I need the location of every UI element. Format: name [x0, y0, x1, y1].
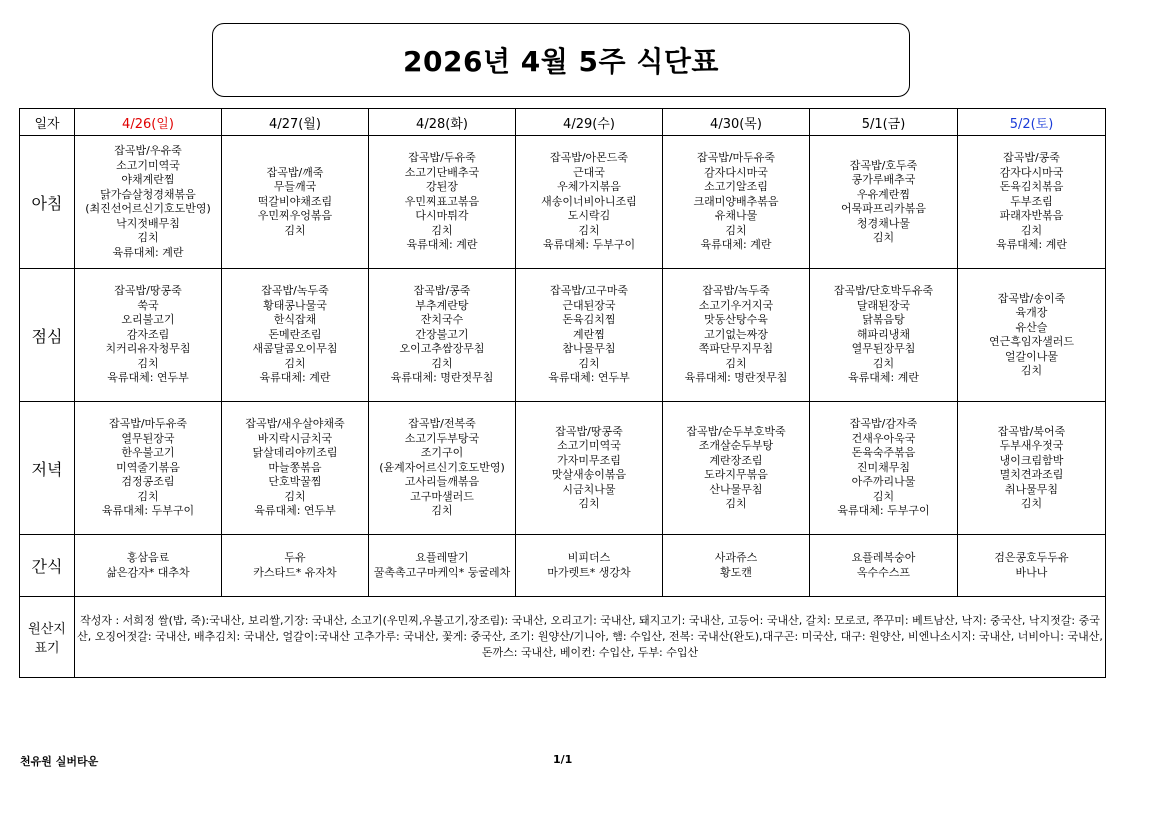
menu-item: 우체가지볶음	[557, 180, 621, 194]
menu-item: 소고기미역국	[116, 158, 180, 172]
menu-item: 김치	[1020, 497, 1043, 510]
menu-item: 우민찌표고볶음	[404, 194, 480, 208]
menu-item: 감자조림	[126, 327, 170, 341]
menu-cell	[810, 535, 958, 597]
menu-item: 잔치국수	[420, 313, 464, 327]
menu-item: 김치	[725, 356, 747, 370]
menu-item: 황도캔	[720, 565, 752, 579]
menu-item: 치커리유자청무침	[105, 342, 191, 356]
menu-item: 김치	[431, 356, 453, 370]
menu-item: 조개살순두부탕	[698, 439, 774, 452]
menu-item: 검은콩호두두유	[994, 551, 1069, 564]
menu-item: 비피더스	[567, 551, 611, 564]
menu-item: 김치	[431, 504, 453, 518]
date-header: 5/1(금)	[810, 109, 958, 136]
meal-plan-table	[19, 108, 1106, 678]
menu-item: 잡곡밥/마두유죽	[108, 417, 188, 431]
menu-cell	[810, 136, 958, 269]
menu-item: (최진선어르신기호도반영)	[85, 202, 211, 215]
menu-item: 육류대체: 연두부	[107, 371, 189, 385]
menu-item: 진미채무침	[856, 460, 911, 474]
menu-item: 근대국	[573, 165, 605, 179]
menu-item: 잡곡밥/전복죽	[408, 417, 476, 431]
menu-item: 바나나	[1015, 565, 1048, 579]
menu-item: 돈육김치볶음	[999, 180, 1064, 194]
menu-item: 잡곡밥/땅콩죽	[555, 424, 623, 438]
menu-item: 황태콩나물국	[263, 298, 327, 312]
menu-item: 돈육김치찜	[562, 313, 616, 327]
menu-item: 감자다시마국	[999, 165, 1064, 179]
menu-item: 연근흑임자샐러드	[988, 335, 1074, 348]
breakfast-row	[20, 136, 1106, 269]
menu-item: 소고기우거지국	[698, 298, 774, 312]
menu-item: 홍삼음료	[126, 551, 170, 564]
menu-item: 닭가슴살청경채볶음	[100, 187, 196, 201]
menu-item: 크래미양배추볶음	[693, 194, 779, 208]
dinner-row	[20, 402, 1106, 535]
menu-cell	[810, 402, 958, 535]
menu-item: 카스타드* 유자차	[253, 565, 337, 579]
menu-item: 김치	[1020, 364, 1043, 377]
menu-item: 콩가루배추국	[851, 173, 916, 186]
menu-cell	[516, 136, 663, 269]
menu-item: (윤계자어르신기호도반영)	[379, 460, 505, 474]
menu-item: 김치	[284, 356, 306, 370]
menu-item: 열무된장국	[121, 431, 175, 445]
menu-item: 청경채나물	[856, 216, 911, 230]
menu-item: 잡곡밥/깨죽	[266, 165, 324, 179]
menu-cell	[75, 269, 222, 402]
origin-text: 작성자 : 서희정 쌀(밥, 죽):국내산, 보리쌀,기장: 국내산, 소고기(우민찌,우불고기,장조림): 국내산, 오리고기: 국내산, 돼지고기: 국내산, 고등어: 국내산, 갈치: 모로코, 쭈꾸미: 베트남산, 낙지: 중국산, 낙지젓갈: 중국산, 오징어젓갈: 국내산, 배추김치: 국내산, 얼갈이:국내산 고추가루: 국내산, 꽃게: 중국산, 조기: 원양산/기니아, 햄: 수입산, 전복: 국내산(완도),대구곤: 미국산, 대구: 원양산, 비엔나소시지: 국내산, 너비아니: 국내산, 돈까스: 국내산, 베이컨: 수입산, 두부: 수입산	[75, 597, 1106, 678]
menu-item: 잡곡밥/땅콩죽	[114, 284, 182, 298]
menu-item: 얼갈이나물	[1004, 349, 1059, 363]
menu-item: 김치	[725, 223, 747, 237]
menu-item: 무들깨국	[273, 180, 317, 194]
menu-item: 육류대체: 계란	[996, 238, 1067, 252]
menu-item: 소고기두부탕국	[404, 431, 480, 445]
menu-item: 잡곡밥/우유죽	[114, 144, 182, 157]
menu-item: 잡곡밥/녹두죽	[261, 284, 329, 298]
menu-item: 맛살새송이볶음	[551, 468, 627, 481]
menu-item: 유산슬	[1015, 320, 1048, 334]
menu-cell	[516, 402, 663, 535]
footer-organization: 천유원 실버타운	[20, 755, 99, 768]
menu-item: 새콤달콤오이무침	[252, 342, 338, 356]
menu-item: 닭볶음탕	[862, 313, 905, 327]
menu-item: 김치	[284, 489, 306, 503]
meal-label: 저녁	[20, 402, 75, 535]
date-header-row	[20, 109, 1106, 136]
menu-cell	[75, 402, 222, 535]
menu-item: 잡곡밥/마두유죽	[696, 151, 776, 165]
menu-item: 잡곡밥/녹두죽	[702, 284, 770, 298]
menu-item: 열무된장무침	[851, 342, 916, 356]
menu-cell	[369, 402, 516, 535]
menu-item: 취나물무침	[1004, 482, 1059, 496]
menu-item: 사과쥬스	[714, 551, 758, 564]
menu-item: 소고기알조림	[704, 180, 768, 194]
menu-cell	[516, 269, 663, 402]
menu-item: 김치	[1020, 223, 1043, 237]
menu-item: 요플레딸기	[415, 551, 469, 564]
origin-row	[20, 597, 1106, 678]
menu-item: 냉이크림함박	[999, 453, 1064, 467]
menu-item: 고사리들깨볶음	[404, 475, 480, 489]
menu-cell	[663, 535, 810, 597]
menu-item: 단호박꿀찜	[268, 475, 322, 489]
menu-item: 김치	[872, 489, 895, 503]
menu-item: 가자미무조림	[557, 453, 621, 467]
menu-item: 잡곡밥/호두죽	[849, 158, 918, 172]
date-header: 4/27(월)	[222, 109, 369, 136]
meal-label: 간식	[20, 535, 75, 597]
menu-item: 소고기미역국	[557, 439, 621, 452]
menu-item: 조기구이	[420, 446, 464, 460]
menu-cell	[222, 269, 369, 402]
menu-item: 도시락김	[567, 209, 611, 223]
menu-item: 감자다시마국	[704, 165, 768, 179]
menu-item: 새송이너비아니조림	[541, 194, 637, 208]
menu-item: 김치	[137, 489, 159, 503]
menu-item: 한우불고기	[121, 446, 175, 460]
menu-item: 잡곡밥/감자죽	[849, 417, 918, 431]
menu-item: 소고기단배추국	[404, 165, 480, 179]
date-header: 5/2(토)	[958, 109, 1106, 136]
menu-item: 육류대체: 계란	[406, 238, 478, 252]
menu-cell	[75, 535, 222, 597]
menu-item: 잡곡밥/송이죽	[997, 291, 1066, 305]
menu-item: 달래된장국	[856, 298, 911, 312]
menu-item: 건새우아욱국	[851, 431, 916, 445]
menu-item: 잡곡밥/콩죽	[413, 284, 471, 298]
menu-item: 삶은감자* 대추차	[106, 565, 190, 579]
menu-item: 쪽파단무지무침	[698, 342, 774, 356]
date-header: 4/26(일)	[75, 109, 222, 136]
menu-item: 부추계란탕	[415, 298, 469, 312]
menu-cell	[516, 535, 663, 597]
menu-item: 강된장	[426, 180, 458, 194]
date-header: 4/30(목)	[663, 109, 810, 136]
menu-cell	[958, 535, 1106, 597]
menu-item: 시금치나물	[562, 482, 616, 496]
menu-item: 김치	[872, 231, 895, 244]
menu-item: 두부조림	[1010, 194, 1053, 208]
menu-cell	[958, 136, 1106, 269]
menu-item: 육류대체: 계란	[112, 245, 184, 259]
menu-cell	[369, 269, 516, 402]
menu-item: 도라지무볶음	[704, 468, 768, 481]
menu-item: 육류대체: 두부구이	[542, 238, 636, 252]
menu-item: 잡곡밥/단호박두유죽	[833, 284, 934, 298]
menu-item: 멸치견과조림	[999, 468, 1064, 481]
menu-item: 요플레복숭아	[851, 551, 916, 564]
menu-cell	[958, 269, 1106, 402]
menu-item: 바지락시금치국	[257, 431, 333, 445]
menu-item: 육류대체: 계란	[848, 371, 919, 385]
menu-item: 한식잡채	[273, 313, 317, 327]
menu-item: 돈메란조림	[268, 327, 322, 341]
menu-item: 우민찌우엉볶음	[257, 209, 333, 223]
meal-label: 아침	[20, 136, 75, 269]
menu-item: 김치	[578, 223, 600, 237]
menu-item: 두부새우젓국	[999, 439, 1064, 452]
menu-item: 김치	[284, 223, 306, 237]
menu-item: 참나물무침	[562, 342, 616, 356]
date-corner-label: 일자	[20, 109, 75, 136]
menu-item: 파래자반볶음	[999, 209, 1064, 223]
menu-item: 맛동산탕수육	[704, 313, 768, 327]
lunch-row	[20, 269, 1106, 402]
menu-item: 야채계란찜	[121, 173, 175, 186]
footer-page-number: 1/1	[553, 753, 573, 766]
menu-item: 쑥국	[137, 298, 159, 312]
menu-item: 잡곡밥/콩죽	[1003, 151, 1060, 165]
menu-item: 육류대체: 명란젓무침	[684, 371, 788, 385]
menu-item: 김치	[872, 356, 895, 370]
menu-item: 잡곡밥/순두부호박죽	[686, 424, 786, 438]
menu-item: 산나물무침	[709, 482, 763, 496]
menu-item: 떡갈비야채조림	[257, 194, 333, 208]
menu-cell	[663, 136, 810, 269]
menu-item: 유채나물	[714, 209, 758, 223]
menu-cell	[222, 402, 369, 535]
menu-item: 옥수수스프	[856, 565, 911, 579]
menu-item: 김치	[137, 231, 159, 244]
origin-label: 원산지 표기	[20, 597, 75, 678]
meal-label: 점심	[20, 269, 75, 402]
menu-item: 간장불고기	[415, 327, 469, 341]
menu-item: 김치	[137, 356, 159, 370]
menu-item: 오이고추쌈장무침	[399, 342, 485, 356]
menu-item: 김치	[725, 497, 747, 510]
menu-cell	[369, 136, 516, 269]
menu-item: 육류대체: 연두부	[548, 371, 630, 385]
date-header: 4/28(화)	[369, 109, 516, 136]
menu-item: 닭살데리야끼조림	[252, 446, 338, 460]
menu-item: 잡곡밥/두유죽	[408, 151, 476, 165]
menu-item: 잡곡밥/고구마죽	[549, 284, 629, 298]
menu-item: 고기없는짜장	[704, 327, 768, 341]
menu-item: 검정콩조림	[121, 475, 175, 489]
menu-item: 김치	[578, 497, 600, 510]
menu-item: 계란장조림	[709, 453, 763, 467]
menu-item: 마가렛트* 생강차	[547, 565, 631, 579]
menu-item: 육류대체: 계란	[259, 371, 331, 385]
menu-item: 해파리냉채	[856, 327, 911, 341]
menu-item: 아주까리나물	[851, 475, 916, 489]
menu-item: 미역줄기볶음	[116, 460, 180, 474]
page-title: 2026년 4월 5주 식단표	[212, 23, 910, 97]
menu-cell	[369, 535, 516, 597]
menu-item: 육류대체: 명란젓무침	[390, 371, 494, 385]
snack-row	[20, 535, 1106, 597]
menu-item: 육류대체: 두부구이	[837, 504, 930, 518]
menu-item: 두유	[284, 551, 306, 564]
menu-item: 돈육숙주볶음	[851, 446, 916, 460]
menu-item: 육류대체: 두부구이	[101, 504, 195, 518]
menu-item: 다시마튀각	[415, 209, 469, 223]
menu-cell	[958, 402, 1106, 535]
menu-item: 잡곡밥/아몬드죽	[549, 151, 629, 165]
menu-item: 고구마샐러드	[410, 489, 474, 503]
menu-item: 꿀촉촉고구마케익* 둥굴레차	[373, 565, 511, 579]
date-header: 4/29(수)	[516, 109, 663, 136]
menu-item: 김치	[431, 223, 453, 237]
menu-item: 낙지젓배무침	[116, 216, 180, 230]
menu-item: 잡곡밥/새우살야채죽	[245, 417, 345, 431]
menu-item: 육개장	[1015, 306, 1048, 319]
menu-cell	[75, 136, 222, 269]
menu-item: 잡곡밥/북어죽	[997, 424, 1066, 438]
menu-cell	[663, 269, 810, 402]
menu-item: 김치	[578, 356, 600, 370]
menu-item: 육류대체: 계란	[700, 238, 772, 252]
menu-item: 오리불고기	[121, 313, 175, 327]
menu-cell	[810, 269, 958, 402]
menu-item: 어묵파프리카볶음	[840, 202, 926, 215]
menu-item: 마늘쫑볶음	[268, 460, 322, 474]
menu-item: 우유계란찜	[856, 187, 911, 201]
menu-item: 근대된장국	[562, 298, 616, 312]
menu-cell	[222, 136, 369, 269]
menu-cell	[222, 535, 369, 597]
menu-cell	[663, 402, 810, 535]
menu-item: 계란찜	[573, 327, 605, 341]
menu-item: 육류대체: 연두부	[254, 504, 336, 518]
